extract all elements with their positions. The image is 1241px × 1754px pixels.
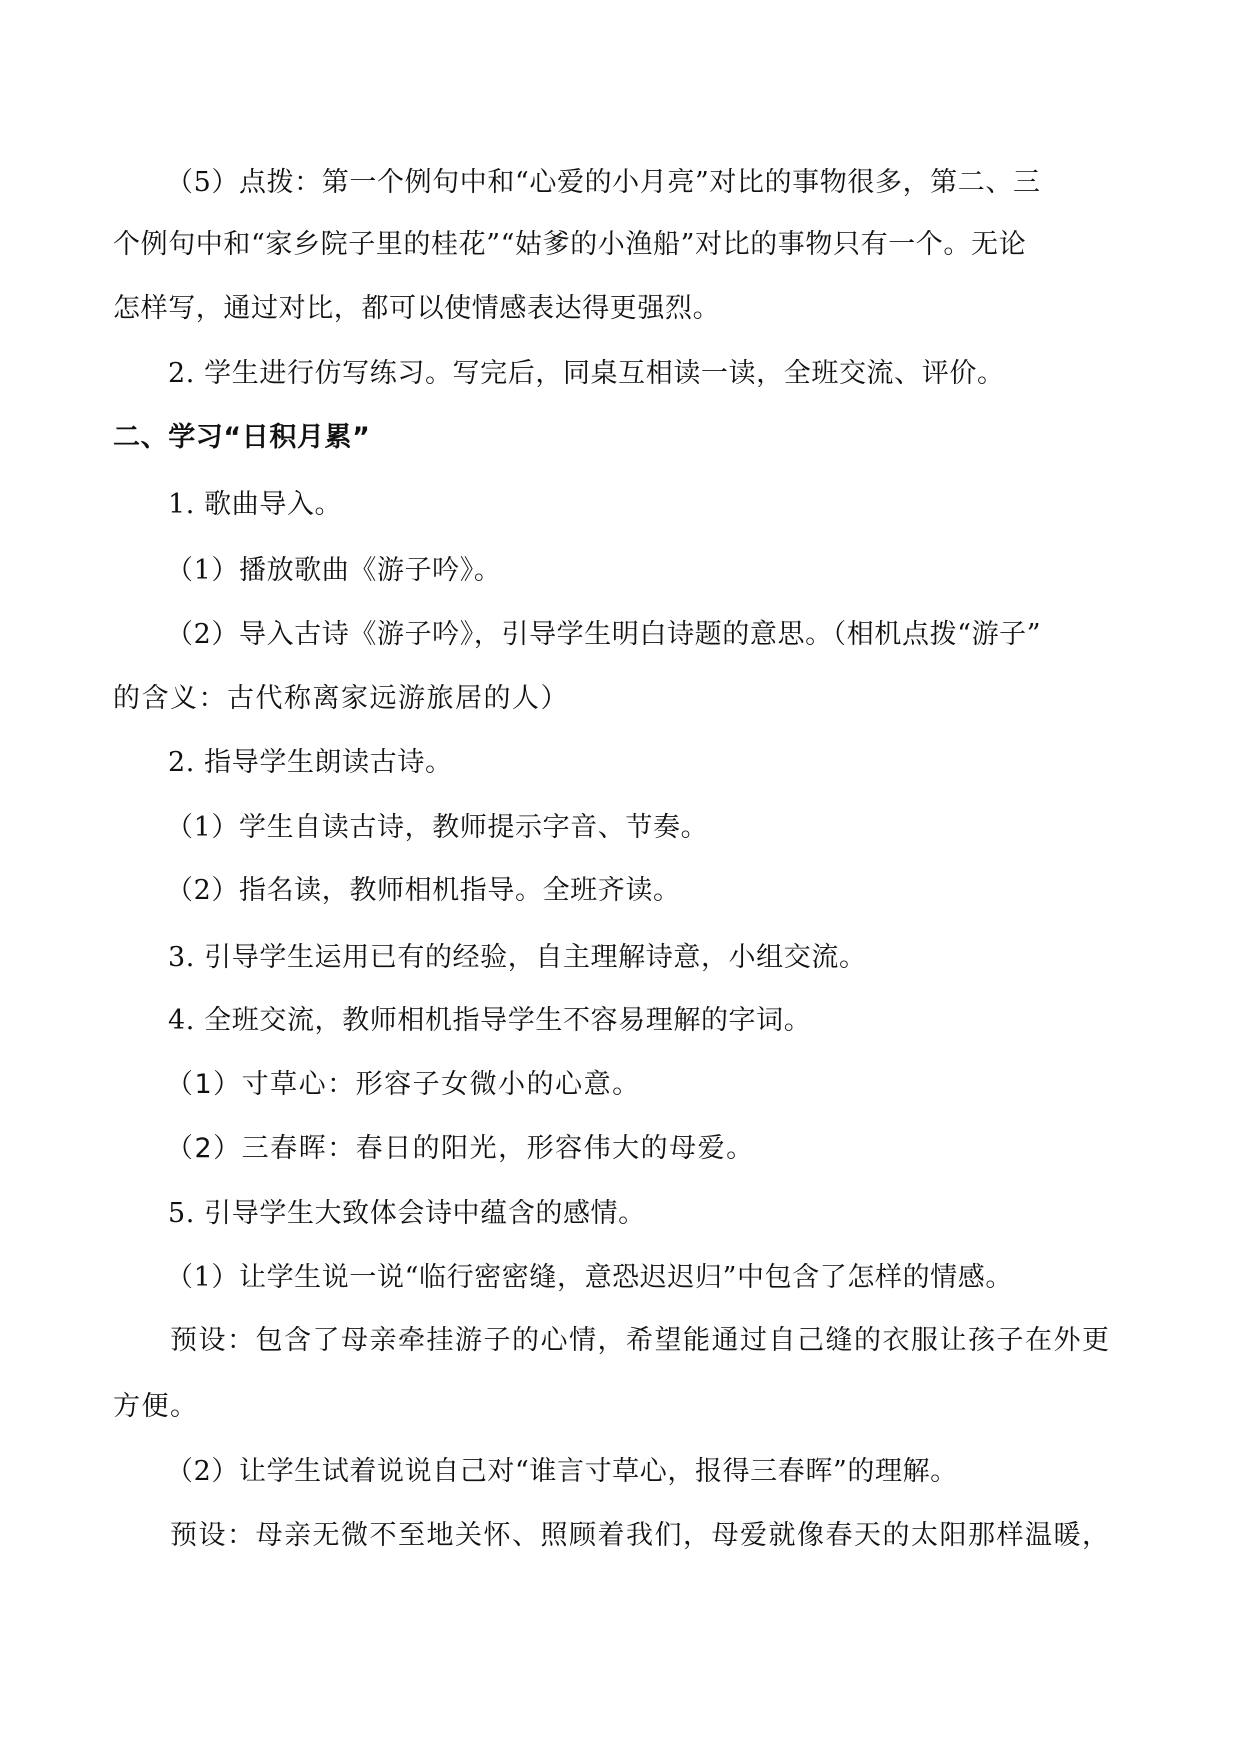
paragraph-line: （1）让学生说一说“临行密密缝，意恐迟迟归”中包含了怎样的情感。 [166,1262,1013,1293]
paragraph-line: 怎样写，通过对比，都可以使情感表达得更强烈。 [113,293,721,324]
paragraph-line: 5. 引导学生大致体会诗中蕴含的感情。 [168,1198,646,1229]
paragraph-line: 4. 全班交流，教师相机指导学生不容易理解的字词。 [168,1005,812,1036]
paragraph-line: 个例句中和“家乡院子里的桂花”“姑爹的小渔船”对比的事物只有一个。无论 [113,229,1027,260]
paragraph-line: （2）三春晖：春日的阳光，形容伟大的母爱。 [166,1133,755,1164]
paragraph-line: 2. 指导学生朗读古诗。 [168,747,453,778]
paragraph-line: 方便。 [113,1391,199,1422]
paragraph-line: 1. 歌曲导入。 [168,489,343,520]
paragraph-line: （5）点拨：第一个例句中和“心爱的小月亮”对比的事物很多，第二、三 [166,167,1041,198]
paragraph-line: （2）指名读，教师相机指导。全班齐读。 [166,875,681,906]
paragraph-line: 2. 学生进行仿写练习。写完后，同桌互相读一读，全班交流、评价。 [168,358,1005,389]
section-heading: 二、学习“日积月累” [113,422,371,453]
paragraph-line: （2）导入古诗《游子吟》，引导学生明白诗题的意思。（相机点拨“游子” [166,619,1042,650]
paragraph-line: 预设：母亲无微不至地关怀、照顾着我们，母爱就像春天的太阳那样温暖， [170,1520,1111,1551]
paragraph-line: 预设：包含了母亲牵挂游子的心情，希望能通过自己缝的衣服让孩子在外更 [170,1325,1111,1356]
paragraph-line: （1）播放歌曲《游子吟》。 [166,555,502,586]
paragraph-line: （1）寸草心：形容子女微小的心意。 [166,1069,641,1100]
paragraph-line: 的含义：古代称离家远游旅居的人） [113,683,569,714]
paragraph-line: 3. 引导学生运用已有的经验，自主理解诗意，小组交流。 [168,942,867,973]
paragraph-line: （1）学生自读古诗，教师提示字音、节奏。 [166,812,709,843]
paragraph-line: （2）让学生试着说说自己对“谁言寸草心，报得三春晖”的理解。 [166,1456,958,1487]
